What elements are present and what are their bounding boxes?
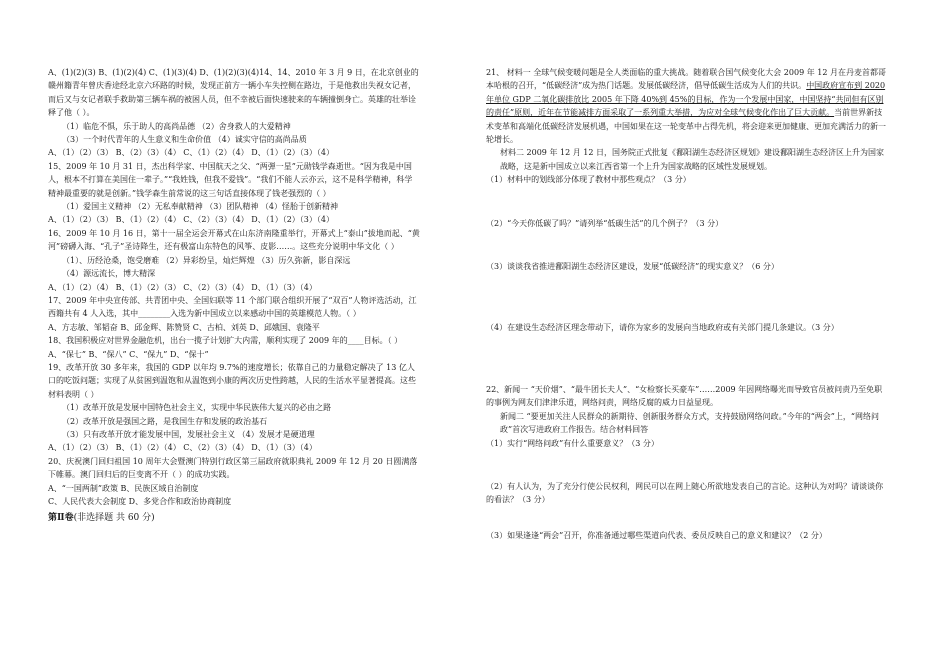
q21-intro: 21、 材料一 全球气候变暖问题是全人类面临的重大挑战。随着联合国气候变化大会 2009 年 12 月在丹麦首都哥本哈根的召开，“低碳经济”成为热门话题。发展低碳经济，倡导低碳生活成为人们的共识。 bbox=[486, 68, 886, 91]
section-2-subtitle: (非选择题 共 60 分) bbox=[73, 513, 155, 524]
q18-text: 18、我国积极应对世界金融危机，出台一揽子计划扩大内需，顺利实现了 2009 年的____目标。（ ） bbox=[48, 336, 403, 346]
q14-option-3-4: （3）一个时代青年的人生意义和生命价值 （4）诚实守信的高尚品质 bbox=[62, 135, 307, 145]
q17-answers: A、方志敏、邹韬奋 B、邱金辉、陈赞贤 C、古柏、刘英 D、邱娥国、袁隆平 bbox=[48, 322, 320, 332]
q17-text: 17、2009 年中央宣传部、共青团中央、全国妇联等 11 个部门联合组织开展了“双百”人物评选活动，江西籍共有 4 人入选，其中________入选为新中国成立以来感动中国的英雄模范人物。（ ） bbox=[48, 295, 417, 319]
answer-space bbox=[486, 450, 886, 480]
answer-space bbox=[486, 187, 886, 217]
section-2-label: 第Ⅱ卷 bbox=[48, 513, 74, 524]
left-column bbox=[48, 66, 420, 526]
q21-after: 当前世界新技术变革和高端化低碳经济发展机遇，中国如果在这一轮变革中占得先机，将会迎来更加健康、更加充满活力的新一轮增长。 bbox=[486, 108, 886, 145]
q22-subquestion-1: （1）实行“网络问政”有什么重要意义？（3 分） bbox=[486, 438, 659, 448]
q16-option-4: （4）源远流长，博大精深 bbox=[62, 269, 156, 279]
q20-answers-cd: C、人民代表大会制度 D、多党合作和政治协商制度 bbox=[48, 497, 232, 506]
q15-text: 15、2009 年 10 月 31 日，杰出科学家、中国航天之父、“两弹一星”元勋钱学森逝世。“因为我是中国人，根本不打算在美国住一辈子。”“我姓钱，但我不爱钱”。“我们不能人云亦云，这不是科学精神，科学精神最重要的就是创新。”钱学森生前常说的这三句话直接体现了钱老强烈的（ ） bbox=[48, 161, 413, 198]
q19-text: 19、改革开放 30 多年来，我国的 GDP 以年均 9.7%的速度增长；依靠自己的力量稳定解决了 13 亿人口的吃饭问题；实现了从贫困到温饱和从温饱到小康的两次历史性跨越，人民的生活水平显著提高。这些材料表明（ ） bbox=[48, 362, 416, 399]
answer-space bbox=[486, 230, 886, 260]
q18-answers: A、“保七” B、“保八” C、“保九” D、“保十” bbox=[48, 349, 209, 359]
q21-subquestion-2: （2）“今天你低碳了吗？”请列举“低碳生活”的几个例子？（3 分） bbox=[486, 218, 724, 228]
q20-answers-ab: A、“一国两制”政策 B、民族区域自治制度 bbox=[48, 483, 199, 493]
answer-space bbox=[486, 335, 886, 383]
answer-space bbox=[486, 273, 886, 321]
q20-text: 20、庆祝澳门回归祖国 10 周年大会暨澳门特别行政区第三届政府就职典礼 2009 年 12 月 20 日圆满落下帷幕。澳门回归后的巨变离不开（ ）的成功实践。 bbox=[48, 456, 418, 480]
q19-option-3-4: （3）只有改革开放才能发展中国，发展社会主义 （4）发展才是硬道理 bbox=[62, 429, 315, 439]
q16-answers: A、（1）（2）（4） B、（1）（2）（3） C、（2）（3）（4） D、（1）（3）（4） bbox=[48, 282, 317, 292]
right-column bbox=[486, 66, 886, 542]
q21-material-1 bbox=[486, 66, 886, 146]
q21-underlined-text: 中国政府宣布到 2020 年单位 GDP 二氧化碳排放比 2005 年下降 40%到 45%的目标，作为一个发展中国家，中国坚持“共同但有区别的责任”原则，近年在节能减排方面采取了一系列重大举措，为应对全球气候变化作出了巨大贡献。 bbox=[486, 81, 886, 118]
q15-answers: A、（1）（2）（3） B、（1）（2）（4） C、（2）（3）（4） D、（1）（2）（3）（4） bbox=[48, 215, 334, 225]
q19-option-1: （1）改革开放是发展中国特色社会主义，实现中华民族伟大复兴的必由之路 bbox=[62, 403, 332, 413]
q14-option-1-2: （1）临危不惧，乐于助人的高尚品德 （2）舍身救人的大爱精神 bbox=[62, 121, 291, 131]
q15-options: （1）爱国主义精神 （2）无私奉献精神 （3）团队精神 （4）怪胎于创新精神 bbox=[62, 202, 338, 212]
answer-space bbox=[486, 507, 886, 529]
q14-text: A、(1)(2)(3) B、(1)(2)(4) C、(1)(3)(4) D、(1)(2)(3)(4)14、14、2010 年 3 月 9 日，在北京创业的赣州籍青年曾庆香途经北京六环路的时候，发现正前方一辆小车失控侧在路边，于是他救出失视女记者，而后又与女记者联手救助第三辆车祸的被困人员，但不幸被后面快速驶来的车辆撞倒身亡。英雄的壮举诠释了他（ ）。 bbox=[48, 68, 419, 118]
q21-subquestion-3: （3）谈谈我省推进鄱阳湖生态经济区建设，发展“低碳经济”的现实意义？（6 分） bbox=[486, 262, 779, 272]
q19-option-2: （2）改革开放是强国之路，是我国生存和发展的政治基石 bbox=[62, 416, 268, 426]
q22-subquestion-2: （2）有人认为，为了充分行使公民权利，网民可以在网上随心所欲地发表自己的言论。这种认为对吗？请谈谈你的看法？（3 分） bbox=[486, 481, 884, 505]
q14-answers: A、（1）（2）（3） B、（2）（3）（4） C、（1）（2）（4） D、（1）（2）（3）（4） bbox=[48, 148, 334, 158]
q21-subquestion-1: （1）材料中的划线部分体现了教材中那些观点？（3 分） bbox=[486, 175, 691, 185]
q21-material-2: 材料二 2009 年 12 月 12 日，国务院正式批复《鄱阳湖生态经济区规划》建设鄱阳湖生态经济区上升为国家战略，这是新中国成立以来江西省第一个上升为国家战略的区域性发展规划。 bbox=[500, 148, 884, 171]
q22-news-2: 新闻二 “要更加关注人民群众的新期待、创新服务群众方式，支持鼓励网络问政。”今年的“两会”上，“网络问政”首次写进政府工作报告。结合材料回答 bbox=[500, 411, 879, 435]
q22-news-1: 22、新闻一 “天价烟”、“最牛团长夫人”、“女检察长买豪车”……2009 年因网络曝光而导致官员被问责乃至免职的事例为网友们津津乐道，网络问责，网络反腐的威力日益显现。 bbox=[486, 384, 883, 408]
q22-subquestion-3: （3）如果逢逢“两会”召开，你准备通过哪些渠道向代表、委员反映自己的意义和建议？（2 分） bbox=[486, 530, 827, 540]
q16-options-1-3: （1）、历经沧桑，饱受磨难 （2）异彩纷呈，灿烂辉煌 （3）历久弥新，影自深远 bbox=[62, 255, 351, 265]
q21-subquestion-4: （4）在建设生态经济区理念带动下，请你为家乡的发展向当地政府或有关部门提几条建议。（3 分） bbox=[486, 323, 839, 333]
q19-answers: A、（1）（2）（3） B、（1）（2）（4） C、（2）（3）（4） D、（1）（3）（4） bbox=[48, 443, 317, 453]
q16-text: 16、2009 年 10 月 16 日，第十一届全运会开幕式在山东济南隆重举行，开幕式上“泰山”拔地而起、“黄河”磅礴入海、“孔子”圣诗降生，还有极富山东特色的风筝、皮影……。这些充分说明中华文化（ ） bbox=[48, 228, 420, 252]
section-2-title bbox=[48, 512, 420, 525]
